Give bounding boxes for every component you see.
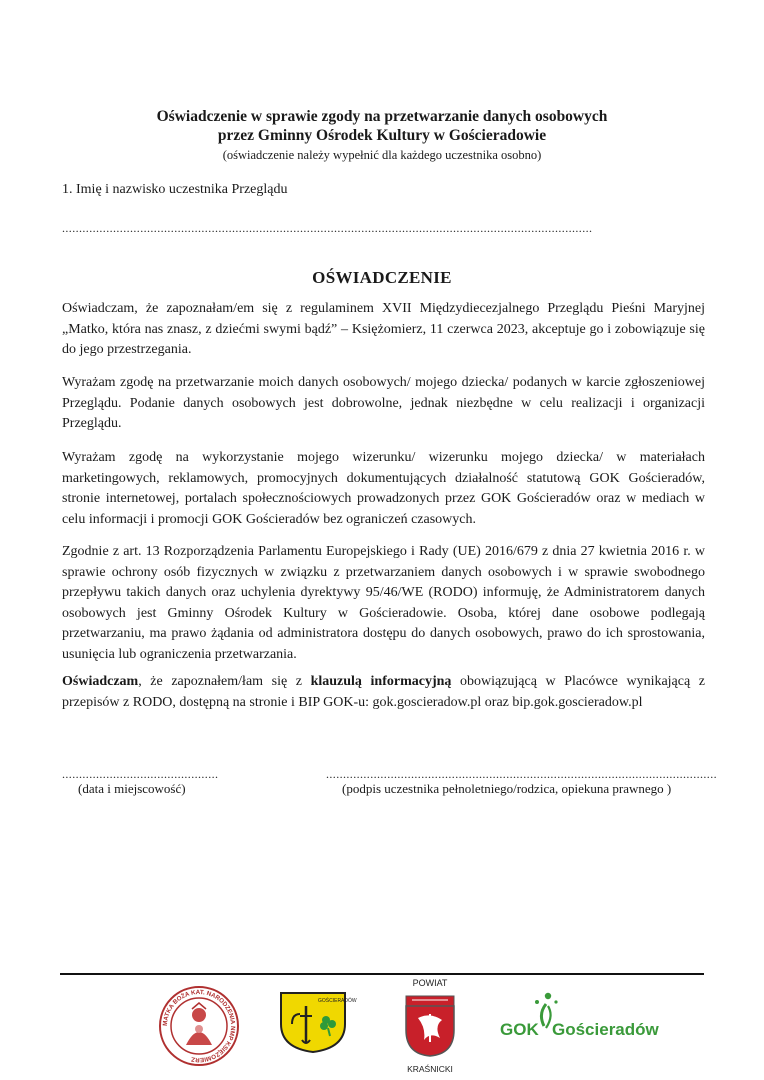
document-title-line1: Oświadczenie w sprawie zgody na przetwarzanie danych osobowych — [156, 108, 608, 125]
date-place-field[interactable]: .............................................. — [62, 767, 219, 781]
participant-name-label: 1. Imię i nazwisko uczestnika Przeglądu — [62, 182, 288, 197]
gok-label: GOK — [500, 1020, 539, 1039]
signature-caption: (podpis uczestnika pełnoletniego/rodzica, opiekuna prawnego ) — [342, 781, 672, 796]
document-subtitle: (oświadczenie należy wypełnić dla każdego uczestnika osobno) — [222, 148, 542, 162]
seal-text: MATKA BOŻA KAT. NARODZENIA NMP KSIĘŻOMIERZ — [161, 988, 237, 1064]
powiat-label-bottom: KRAŚNICKI — [407, 1064, 453, 1074]
date-place-caption: (data i miejscowość) — [78, 781, 186, 796]
seal-icon — [158, 985, 240, 1067]
gok-goscieradow-logo — [500, 990, 662, 1054]
paragraph-rodo-clause — [62, 672, 705, 713]
clause-bold-declare: Oświadczam — [62, 674, 139, 689]
badge-text: GOŚCIERADÓW — [318, 998, 357, 1004]
document-title-line2: przez Gminny Ośrodek Kultury w Gościeradowie — [217, 127, 547, 144]
clause-text-1: , że zapoznałem/łam się z — [138, 674, 311, 689]
goscieradow-badge-logo — [278, 990, 357, 1054]
parish-seal-logo — [158, 985, 240, 1067]
paragraph-rodo-info: Zgodnie z art. 13 Rozporządzenia Parlamentu Europejskiego i Rady (UE) 2016/679 z dnia 27 kwietnia 2016 r. w sprawie ochrony osób fizycznych w związku z przetwarzaniem danych osobowych i w sprawie swobodnego przepływu takich danych oraz uchylenia dyrektywy 95/46/WE (RODO) informuję, że Administratorem danych osobowych jest Gminny Ośrodek Kultury w Gościeradowie. Osoba, której dane osobowe podlegają przetwarzaniu, ma prawo żądania od administratora dostępu do danych osobowych, prawo do ich sprostowania, usunięcia lub ograniczenia przetwarzania. — [62, 544, 705, 662]
paragraph-regulations: Oświadczam, że zapoznałam/em się z regulaminem XVII Międzydiecezjalnego Przeglądu Pieśni Maryjnej „Matko, która nas znasz, z dziećmi swymi bądź” – Księżomierz, 11 czerwca 2023, akceptuje go i zobowiązuje się do jego przestrzegania. — [62, 301, 705, 357]
clause-text-2: obowiązującą w Placówce wynikającą z przepisów z RODO, dostępną na stronie i BIP GOK-u: gok.goscieradow.pl oraz bip.gok.goscieradow.pl — [62, 674, 706, 710]
paragraph-image-consent: Wyrażam zgodę na wykorzystanie mojego wizerunku/ wizerunku mojego dziecka/ w materiałach marketingowych, reklamowych, promocyjnych dokumentujących działalność statutową GOK Gościeradów, stronie internetowej, portalach społecznościowych prowadzonych przez GOK Gościeradów oraz w mediach w celu informacji i promocji GOK Gościeradów bez ograniczeń czasowych. — [62, 450, 705, 527]
participant-name-field[interactable]: ............................................................................................................................................................ — [62, 221, 593, 235]
gok-name: Gościeradów — [552, 1020, 659, 1039]
powiat-krasnicki-logo — [395, 978, 465, 1078]
clause-bold-info: klauzulą informacyjną — [310, 674, 452, 689]
signature-field[interactable]: ................................................................................................................... — [326, 767, 717, 781]
paragraph-data-consent: Wyrażam zgodę na przetwarzanie moich danych osobowych/ mojego dziecka/ podanych w karcie zgłoszeniowej Przeglądu. Podanie danych osobowych jest dobrowolne, jednak niezbędne w celu realizacji i organizacji Przeglądu. — [62, 375, 705, 431]
footer-divider — [60, 973, 704, 975]
statement-heading: OŚWIADCZENIE — [312, 268, 452, 287]
powiat-label-top: POWIAT — [412, 978, 448, 988]
coat-of-arms-icon — [404, 994, 456, 1058]
shield-badge-icon — [278, 990, 357, 1054]
